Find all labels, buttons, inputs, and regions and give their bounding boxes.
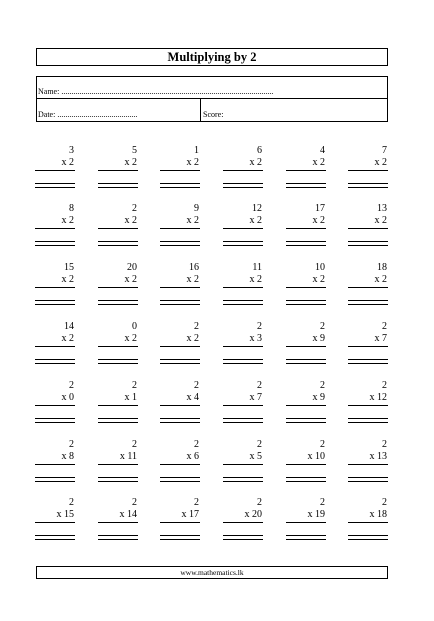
problem-item <box>35 145 75 195</box>
footer-url: www.mathematics.lk <box>180 568 244 577</box>
problem-rule-line <box>98 170 138 171</box>
problem-item <box>286 439 326 489</box>
problem-multiplicand: 2 <box>382 380 387 391</box>
problem-multiplier: x 9 <box>312 333 325 344</box>
answer-line[interactable] <box>223 183 263 188</box>
problem-item <box>223 380 263 430</box>
worksheet-title: Multiplying by 2 <box>167 50 257 64</box>
problem-item <box>286 497 326 547</box>
problem-multiplicand: 2 <box>257 439 262 450</box>
answer-line[interactable] <box>348 477 388 482</box>
problem-multiplicand: 2 <box>69 439 74 450</box>
problem-multiplicand: 2 <box>257 380 262 391</box>
problem-multiplier: x 4 <box>186 392 199 403</box>
problem-multiplicand: 0 <box>132 321 137 332</box>
problem-multiplicand: 10 <box>315 262 325 273</box>
problem-multiplicand: 18 <box>377 262 387 273</box>
problem-rule-line <box>35 287 75 288</box>
problem-multiplier: x 2 <box>124 157 137 168</box>
problem-rule-line <box>223 405 263 406</box>
problem-rule-line <box>286 287 326 288</box>
answer-line[interactable] <box>348 359 388 364</box>
problem-multiplicand: 1 <box>194 145 199 156</box>
problem-rule-line <box>348 170 388 171</box>
problem-item <box>348 497 388 547</box>
problem-multiplier: x 11 <box>119 451 137 462</box>
problem-rule-line <box>160 405 200 406</box>
answer-line[interactable] <box>160 183 200 188</box>
problem-item <box>35 203 75 253</box>
problem-rule-line <box>35 522 75 523</box>
problem-multiplier: x 2 <box>249 157 262 168</box>
answer-line[interactable] <box>286 359 326 364</box>
answer-line[interactable] <box>223 535 263 540</box>
problem-multiplicand: 12 <box>252 203 262 214</box>
problem-multiplier: x 2 <box>124 333 137 344</box>
problem-item <box>348 380 388 430</box>
problem-rule-line <box>348 287 388 288</box>
problem-rule-line <box>160 464 200 465</box>
problem-rule-line <box>98 228 138 229</box>
problem-multiplier: x 2 <box>312 215 325 226</box>
answer-line[interactable] <box>286 535 326 540</box>
problem-multiplier: x 12 <box>369 392 387 403</box>
answer-line[interactable] <box>98 477 138 482</box>
date-field[interactable]: Date: ........................................ <box>38 110 138 119</box>
problem-multiplier: x 2 <box>61 215 74 226</box>
problem-rule-line <box>348 522 388 523</box>
problem-item <box>348 439 388 489</box>
problem-item <box>35 321 75 371</box>
problem-rule-line <box>223 228 263 229</box>
footer-box <box>36 566 388 579</box>
problem-multiplicand: 11 <box>252 262 262 273</box>
problem-item <box>98 380 138 430</box>
problem-multiplicand: 20 <box>127 262 137 273</box>
problem-multiplicand: 2 <box>194 380 199 391</box>
problem-item <box>223 497 263 547</box>
problem-multiplier: x 9 <box>312 392 325 403</box>
problem-multiplier: x 2 <box>374 215 387 226</box>
answer-line[interactable] <box>98 183 138 188</box>
problem-multiplier: x 2 <box>249 274 262 285</box>
problem-rule-line <box>286 405 326 406</box>
problem-rule-line <box>35 405 75 406</box>
problem-multiplicand: 14 <box>64 321 74 332</box>
problem-multiplicand: 4 <box>320 145 325 156</box>
problem-multiplicand: 2 <box>69 380 74 391</box>
problem-rule-line <box>223 287 263 288</box>
problem-multiplicand: 2 <box>320 380 325 391</box>
answer-line[interactable] <box>223 418 263 423</box>
problem-item <box>35 439 75 489</box>
problem-multiplicand: 2 <box>194 439 199 450</box>
problem-multiplier: x 15 <box>56 509 74 520</box>
problem-rule-line <box>98 464 138 465</box>
problem-rule-line <box>35 228 75 229</box>
problem-multiplicand: 2 <box>194 321 199 332</box>
problem-item <box>98 497 138 547</box>
answer-line[interactable] <box>348 418 388 423</box>
problem-multiplicand: 3 <box>69 145 74 156</box>
problem-item <box>348 203 388 253</box>
problem-multiplier: x 2 <box>61 333 74 344</box>
answer-line[interactable] <box>98 241 138 246</box>
problem-rule-line <box>98 346 138 347</box>
problem-multiplier: x 0 <box>61 392 74 403</box>
problem-rule-line <box>160 170 200 171</box>
problem-multiplier: x 17 <box>181 509 199 520</box>
problem-multiplier: x 1 <box>124 392 137 403</box>
answer-line[interactable] <box>348 241 388 246</box>
problem-rule-line <box>160 346 200 347</box>
answer-line[interactable] <box>98 418 138 423</box>
problem-multiplier: x 2 <box>124 215 137 226</box>
problem-item <box>160 439 200 489</box>
problem-multiplier: x 5 <box>249 451 262 462</box>
problem-multiplier: x 2 <box>312 157 325 168</box>
problem-multiplicand: 9 <box>194 203 199 214</box>
problem-rule-line <box>286 522 326 523</box>
problem-multiplicand: 13 <box>377 203 387 214</box>
answer-line[interactable] <box>348 183 388 188</box>
answer-line[interactable] <box>286 477 326 482</box>
problem-multiplicand: 2 <box>320 439 325 450</box>
problem-rule-line <box>348 405 388 406</box>
problem-rule-line <box>348 346 388 347</box>
problem-multiplier: x 2 <box>186 333 199 344</box>
problem-rule-line <box>98 405 138 406</box>
problem-item <box>35 380 75 430</box>
problem-item <box>223 321 263 371</box>
problem-multiplier: x 3 <box>249 333 262 344</box>
problem-multiplier: x 7 <box>374 333 387 344</box>
answer-line[interactable] <box>35 418 75 423</box>
problem-item <box>160 262 200 312</box>
problem-multiplicand: 5 <box>132 145 137 156</box>
problem-multiplicand: 2 <box>382 497 387 508</box>
problem-item <box>223 439 263 489</box>
problem-multiplier: x 2 <box>186 157 199 168</box>
problem-rule-line <box>286 464 326 465</box>
problem-multiplicand: 2 <box>194 497 199 508</box>
problem-rule-line <box>35 346 75 347</box>
problem-rule-line <box>223 522 263 523</box>
problem-rule-line <box>286 346 326 347</box>
problem-rule-line <box>348 464 388 465</box>
problem-item <box>98 145 138 195</box>
problem-rule-line <box>160 287 200 288</box>
answer-line[interactable] <box>98 535 138 540</box>
problem-multiplier: x 18 <box>369 509 387 520</box>
name-field[interactable]: Name: .......................................................................................................... <box>38 87 274 96</box>
problem-multiplicand: 2 <box>132 497 137 508</box>
answer-line[interactable] <box>35 535 75 540</box>
problem-multiplier: x 2 <box>186 215 199 226</box>
problem-item <box>348 321 388 371</box>
problem-multiplicand: 2 <box>320 321 325 332</box>
problem-multiplier: x 19 <box>307 509 325 520</box>
answer-line[interactable] <box>35 477 75 482</box>
problem-rule-line <box>223 346 263 347</box>
problem-rule-line <box>98 522 138 523</box>
problem-item <box>35 262 75 312</box>
problem-rule-line <box>98 287 138 288</box>
problem-multiplier: x 2 <box>186 274 199 285</box>
problem-item <box>286 262 326 312</box>
answer-line[interactable] <box>348 300 388 305</box>
problem-multiplier: x 2 <box>124 274 137 285</box>
problem-multiplier: x 20 <box>244 509 262 520</box>
problem-multiplier: x 13 <box>369 451 387 462</box>
problem-multiplier: x 7 <box>249 392 262 403</box>
problem-item <box>98 321 138 371</box>
problem-multiplier: x 2 <box>249 215 262 226</box>
score-field[interactable]: Score: <box>203 110 224 119</box>
problem-rule-line <box>35 170 75 171</box>
problem-item <box>98 262 138 312</box>
answer-line[interactable] <box>35 359 75 364</box>
problem-multiplicand: 2 <box>382 321 387 332</box>
answer-line[interactable] <box>160 535 200 540</box>
problem-multiplicand: 15 <box>64 262 74 273</box>
problem-item <box>160 497 200 547</box>
problem-multiplicand: 6 <box>257 145 262 156</box>
problem-multiplier: x 6 <box>186 451 199 462</box>
problem-multiplicand: 8 <box>69 203 74 214</box>
problem-multiplier: x 2 <box>374 157 387 168</box>
answer-line[interactable] <box>348 535 388 540</box>
problem-rule-line <box>160 522 200 523</box>
problem-multiplicand: 2 <box>132 380 137 391</box>
answer-line[interactable] <box>223 300 263 305</box>
problem-item <box>348 145 388 195</box>
answer-line[interactable] <box>35 183 75 188</box>
problem-multiplicand: 2 <box>257 321 262 332</box>
problem-multiplier: x 14 <box>119 509 137 520</box>
answer-line[interactable] <box>223 359 263 364</box>
problem-item <box>286 380 326 430</box>
answer-line[interactable] <box>98 359 138 364</box>
problem-item <box>223 145 263 195</box>
problem-multiplicand: 16 <box>189 262 199 273</box>
problem-item <box>223 262 263 312</box>
problem-multiplicand: 17 <box>315 203 325 214</box>
answer-line[interactable] <box>160 300 200 305</box>
problem-multiplicand: 2 <box>132 439 137 450</box>
problem-rule-line <box>160 228 200 229</box>
problem-rule-line <box>286 170 326 171</box>
problem-item <box>160 380 200 430</box>
answer-line[interactable] <box>35 300 75 305</box>
problem-item <box>98 439 138 489</box>
problem-item <box>160 321 200 371</box>
problem-item <box>160 203 200 253</box>
problem-rule-line <box>35 464 75 465</box>
problem-rule-line <box>223 170 263 171</box>
answer-line[interactable] <box>286 418 326 423</box>
problem-multiplier: x 2 <box>374 274 387 285</box>
problem-item <box>286 321 326 371</box>
problem-multiplicand: 2 <box>69 497 74 508</box>
problem-rule-line <box>223 464 263 465</box>
answer-line[interactable] <box>160 418 200 423</box>
problem-item <box>98 203 138 253</box>
problem-multiplier: x 8 <box>61 451 74 462</box>
problem-multiplicand: 2 <box>132 203 137 214</box>
problem-multiplier: x 10 <box>307 451 325 462</box>
problem-item <box>286 145 326 195</box>
problem-rule-line <box>286 228 326 229</box>
answer-line[interactable] <box>160 359 200 364</box>
problem-item <box>35 497 75 547</box>
answer-line[interactable] <box>35 241 75 246</box>
problem-item <box>286 203 326 253</box>
problem-item <box>348 262 388 312</box>
answer-line[interactable] <box>160 477 200 482</box>
problem-multiplicand: 2 <box>320 497 325 508</box>
problem-multiplicand: 7 <box>382 145 387 156</box>
problem-multiplier: x 2 <box>61 274 74 285</box>
problem-rule-line <box>348 228 388 229</box>
answer-line[interactable] <box>286 300 326 305</box>
problem-item <box>160 145 200 195</box>
problem-multiplicand: 2 <box>382 439 387 450</box>
problem-item <box>223 203 263 253</box>
problem-multiplier: x 2 <box>312 274 325 285</box>
answer-line[interactable] <box>286 241 326 246</box>
answer-line[interactable] <box>223 477 263 482</box>
problem-multiplier: x 2 <box>61 157 74 168</box>
answer-line[interactable] <box>98 300 138 305</box>
answer-line[interactable] <box>160 241 200 246</box>
answer-line[interactable] <box>223 241 263 246</box>
problem-multiplicand: 2 <box>257 497 262 508</box>
answer-line[interactable] <box>286 183 326 188</box>
